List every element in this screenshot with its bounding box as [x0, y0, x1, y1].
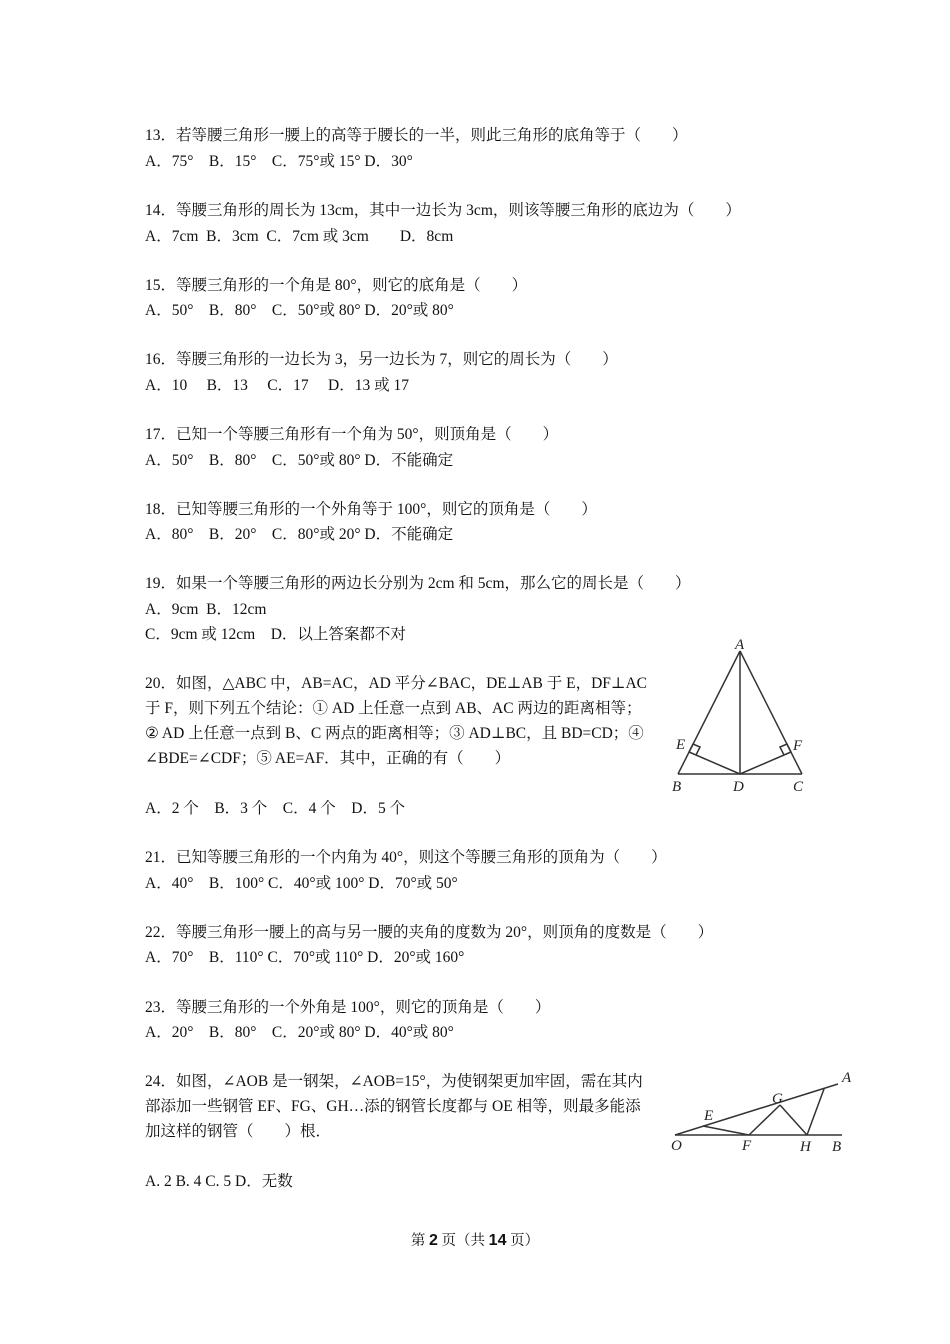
- label-B: B: [672, 779, 682, 795]
- question-16-options: A．10 B．13 C．17 D．13 或 17: [145, 377, 409, 394]
- question-15-options: A．50° B．80° C．50°或 80° D．20°或 80°: [145, 302, 454, 319]
- label-A: A: [842, 1070, 852, 1086]
- question-23-stem: 23．等腰三角形的一个外角是 100°，则它的顶角是（ ）: [145, 999, 551, 1016]
- label-C: C: [793, 779, 804, 795]
- label-E: E: [676, 737, 686, 753]
- question-22-options: A．70° B．110° C．70°或 110° D．20°或 160°: [145, 949, 465, 966]
- label-F: F: [793, 738, 803, 754]
- question-14-options: A．7cm B．3cm C．7cm 或 3cm D．8cm: [145, 228, 454, 245]
- question-15-stem: 15．等腰三角形的一个角是 80°，则它的底角是（ ）: [145, 277, 528, 294]
- question-24-options: A. 2 B. 4 C. 5 D．无数: [145, 1173, 293, 1190]
- question-21-options: A．40° B．100° C．40°或 100° D．70°或 50°: [145, 875, 458, 892]
- question-17-options: A．50° B．80° C．50°或 80° D．不能确定: [145, 452, 454, 469]
- label-B: B: [832, 1139, 842, 1155]
- question-17-stem: 17．已知一个等腰三角形有一个角为 50°，则顶角是（ ）: [145, 426, 559, 443]
- question-20-stem-line-1: 20．如图，△ABC 中，AB=AC，AD 平分∠BAC，DE⊥AB 于 E，DF⊥AC: [145, 675, 648, 692]
- page-footer: [0, 1229, 950, 1250]
- label-H: H: [800, 1139, 811, 1155]
- label-O: O: [671, 1138, 682, 1154]
- question-13-options: A．75° B．15° C．75°或 15° D．30°: [145, 153, 413, 170]
- question-19-stem: 19．如果一个等腰三角形的两边长分别为 2cm 和 5cm，那么它的周长是（ ）: [145, 575, 691, 592]
- question-19-options: A．9cm B．12cm: [145, 601, 267, 618]
- footer-prefix: 第: [410, 1233, 430, 1249]
- question-24-stem-line-1: 24．如图，∠AOB 是一钢架，∠AOB=15°，为使钢架更加牢固，需在其内: [145, 1073, 643, 1090]
- question-23-options: A．20° B．80° C．20°或 80° D．40°或 80°: [145, 1024, 454, 1041]
- current-page-number: 2: [429, 1232, 438, 1249]
- footer-suffix: 页）: [506, 1233, 540, 1249]
- question-14-stem: 14．等腰三角形的周长为 13cm，其中一边长为 3cm，则该等腰三角形的底边为（ ）: [145, 202, 741, 219]
- question-24-stem-line-2: 部添加一些钢管 EF、FG、GH…添的钢管长度都与 OE 相等，则最多能添: [145, 1098, 641, 1115]
- label-F: F: [742, 1138, 752, 1154]
- footer-middle: 页（共: [437, 1233, 489, 1249]
- label-A: A: [735, 637, 745, 653]
- triangle-figure: [662, 636, 812, 798]
- question-21-stem: 21．已知等腰三角形的一个内角为 40°，则这个等腰三角形的顶角为（ ）: [145, 849, 667, 866]
- label-E: E: [704, 1108, 714, 1124]
- question-20-stem-line-4: ∠BDE=∠CDF；⑤ AE=AF．其中，正确的有（ ）: [145, 750, 511, 767]
- angle-frame-figure: [662, 1064, 862, 1158]
- question-22-stem: 22．等腰三角形一腰上的高与另一腰的夹角的度数为 20°，则顶角的度数是（ ）: [145, 924, 714, 941]
- question-24-stem-line-3: 加这样的钢管（ ）根．: [145, 1123, 332, 1140]
- question-18-stem: 18．已知等腰三角形的一个外角等于 100°，则它的顶角是（ ）: [145, 501, 597, 518]
- question-20-stem-line-2: 于 F，则下列五个结论：① AD 上任意一点到 AB、AC 两边的距离相等；: [145, 700, 642, 717]
- total-page-number: 14: [488, 1232, 507, 1249]
- label-G: G: [772, 1091, 783, 1107]
- question-18-options: A．80° B．20° C．80°或 20° D．不能确定: [145, 526, 454, 543]
- question-16-stem: 16．等腰三角形的一边长为 3，另一边长为 7，则它的周长为（ ）: [145, 351, 618, 368]
- question-19-options-row2: C．9cm 或 12cm D．以上答案都不对: [145, 626, 406, 643]
- label-D: D: [733, 779, 744, 795]
- question-20-options: A．2 个 B．3 个 C．4 个 D．5 个: [145, 800, 406, 817]
- question-20-stem-line-3: ② AD 上任意一点到 B、C 两点的距离相等；③ AD⊥BC，且 BD=CD；④: [145, 725, 644, 742]
- question-13-stem: 13．若等腰三角形一腰上的高等于腰长的一半，则此三角形的底角等于（ ）: [145, 127, 688, 144]
